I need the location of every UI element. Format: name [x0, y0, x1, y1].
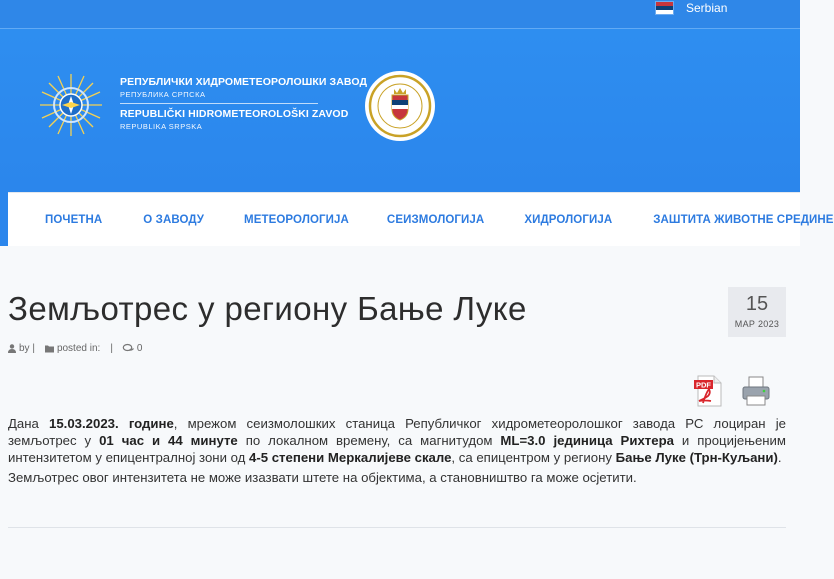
site-header [0, 28, 800, 192]
language-switcher[interactable] [656, 0, 727, 16]
printer-icon[interactable] [742, 375, 770, 407]
logo-subtitle-latin: REPUBLIKA SRPSKA [120, 122, 203, 131]
institute-logo-icon[interactable] [38, 72, 104, 138]
logo-title-cyrillic: РЕПУБЛИЧКИ ХИДРОМЕТЕОРОЛОШКИ ЗАВОД [120, 76, 368, 88]
user-icon [8, 344, 16, 353]
bold-location: Бање Луке (Трн-Куљани) [615, 450, 778, 465]
date-badge [728, 287, 786, 337]
article-tools [694, 375, 770, 407]
article-paragraph-2: Земљотрес овог интензитета не може изазвати штете на објектима, а становништво га може осјетити. [8, 470, 637, 485]
svg-text:PDF: PDF [696, 380, 711, 390]
nav-item-seismology[interactable]: СЕИЗМОЛОГИЈА [386, 213, 485, 226]
serbian-flag-icon [656, 2, 673, 14]
bold-magnitude: ML=3.0 јединица Рихтера [500, 433, 674, 448]
top-bar [0, 0, 800, 28]
meta-separator: | [110, 343, 113, 354]
meta-author: by | [19, 343, 35, 354]
nav-item-meteorology[interactable]: МЕТЕОРОЛОГИЈА [244, 213, 349, 226]
meta-posted-in: posted in: [56, 343, 101, 354]
article-body [8, 415, 786, 486]
logo-separator [120, 103, 318, 104]
meta-comment-count[interactable]: 0 [136, 343, 143, 354]
article-title: Земљотрес у региону Бање Луке [8, 290, 527, 327]
bold-date: 15.03.2023. године [49, 416, 174, 431]
text-fragment: Дана [8, 416, 50, 431]
nav-left-strip [0, 192, 8, 246]
text-fragment: по локалном времену, са магнитудом [237, 433, 501, 448]
coat-of-arms-icon [365, 71, 435, 141]
institute-logo-text[interactable] [120, 76, 367, 132]
date-day: 15 [745, 293, 769, 315]
bold-time: 01 час и 44 минуте [99, 433, 238, 448]
text-fragment: , са епицентром у региону [451, 450, 616, 465]
main-navigation [8, 192, 834, 246]
nav-item-hydrology[interactable]: ХИДРОЛОГИЈА [524, 213, 613, 226]
language-label: Serbian [686, 1, 728, 15]
nav-item-home[interactable]: ПОЧЕТНА [45, 213, 103, 226]
text-fragment: , мрежом сеизмолошких станица Републичког хидрометеоролошког завода РС лоциран је земљотрес у [8, 416, 786, 448]
nav-item-environment[interactable]: ЗАШТИТА ЖИВОТНЕ СРЕДИНЕ [653, 213, 834, 226]
logo-title-latin: REPUBLIČKI HIDROMETEOROLOŠKI ZAVOD [120, 108, 349, 120]
text-fragment: и процијењеним интензитетом у епицентралној зони од [8, 433, 786, 465]
folder-icon [45, 344, 54, 353]
text-fragment: . [777, 450, 782, 465]
comments-icon[interactable] [123, 344, 134, 353]
date-month-year: МАР 2023 [734, 319, 780, 329]
pdf-icon[interactable] [694, 375, 724, 407]
nav-item-about[interactable]: О ЗАВОДУ [143, 213, 205, 226]
bold-intensity: 4-5 степени Меркалијеве скале [249, 450, 452, 465]
article-paragraph-1 [8, 415, 786, 466]
article-divider [8, 527, 786, 528]
logo-subtitle-cyrillic: РЕПУБЛИКА СРПСКА [120, 90, 206, 99]
article-meta [8, 343, 142, 354]
